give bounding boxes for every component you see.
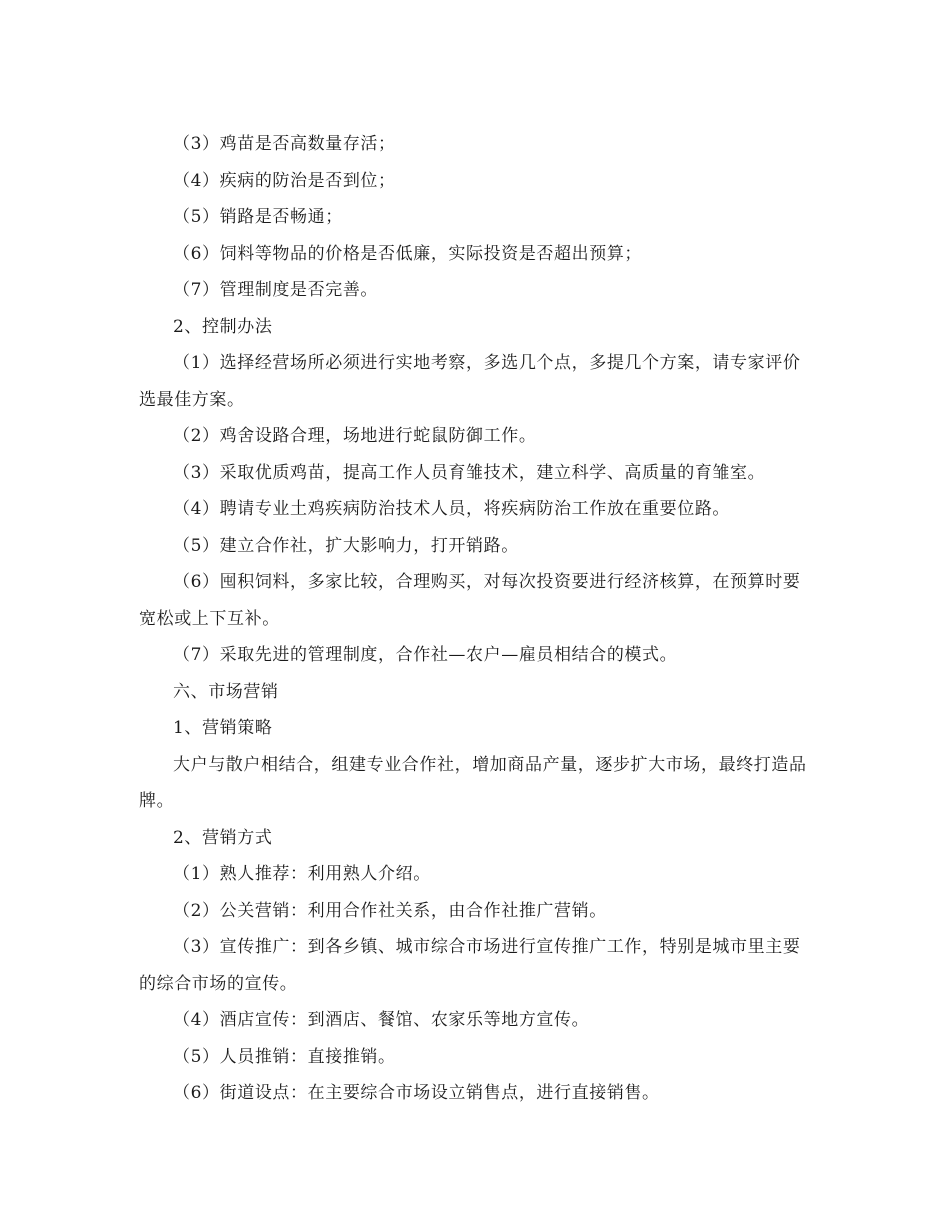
paragraph-method-2: （2）公关营销：利用合作社关系，由合作社推广营销。 (173, 900, 607, 921)
paragraph-control-1: （1）选择经营场所必须进行实地考察，多选几个点，多提几个方案，请专家评价选最佳方案。 (139, 353, 801, 410)
paragraph-control-4: （4）聘请专业土鸡疾病防治技术人员，将疾病防治工作放在重要位路。 (173, 499, 731, 519)
heading-control-methods: 2、控制办法 (173, 316, 273, 337)
heading-marketing-methods: 2、营销方式 (173, 827, 273, 848)
paragraph-risk-7: （7）管理制度是否完善。 (173, 280, 379, 300)
heading-marketing: 六、市场营销 (173, 681, 279, 702)
paragraph-risk-5: （5）销路是否畅通； (173, 207, 343, 227)
paragraph-risk-4: （4）疾病的防治是否到位； (173, 170, 396, 191)
heading-marketing-strategy: 1、营销策略 (173, 718, 273, 738)
paragraph-risk-6: （6）饲料等物品的价格是否低廉，实际投资是否超出预算； (173, 243, 643, 264)
paragraph-method-5: （5）人员推销：直接推销。 (173, 1046, 396, 1067)
paragraph-method-6: （6）街道设点：在主要综合市场设立销售点，进行直接销售。 (173, 1083, 660, 1103)
paragraph-control-2: （2）鸡舍设路合理，场地进行蛇鼠防御工作。 (173, 426, 537, 446)
paragraph-control-5: （5）建立合作社，扩大影响力，打开销路。 (173, 535, 519, 556)
paragraph-control-6: （6）囤积饲料，多家比较，合理购买，对每次投资要进行经济核算，在预算时要宽松或上下互补。 (139, 572, 801, 629)
paragraph-method-4: （4）酒店宣传：到酒店、餐馆、农家乐等地方宣传。 (173, 1010, 590, 1030)
document-body (139, 126, 815, 1112)
paragraph-method-1: （1）熟人推荐：利用熟人介绍。 (173, 864, 431, 884)
paragraph-method-3: （3）宣传推广：到各乡镇、城市综合市场进行宣传推广工作，特别是城市里主要的综合市场的宣传。 (139, 937, 801, 994)
paragraph-control-7: （7）采取先进的管理制度，合作社—农户—雇员相结合的模式。 (173, 645, 678, 665)
paragraph-marketing-strategy: 大户与散户相结合，组建专业合作社，增加商品产量，逐步扩大市场，最终打造品牌。 (139, 754, 807, 811)
paragraph-control-3: （3）采取优质鸡苗，提高工作人员育雏技术，建立科学、高质量的育雏室。 (173, 462, 766, 483)
paragraph-risk-3: （3）鸡苗是否高数量存活； (173, 134, 396, 154)
